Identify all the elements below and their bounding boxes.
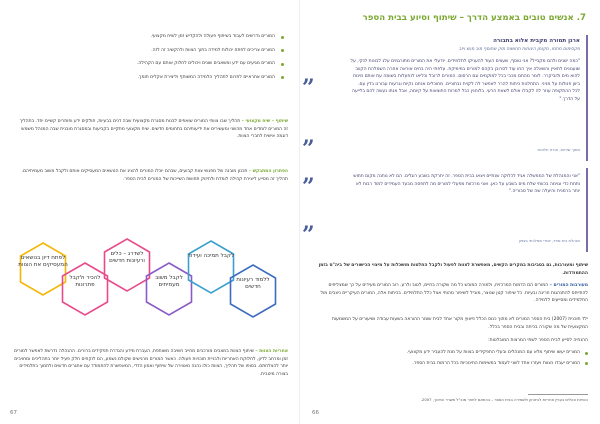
footnote: הנחיות ונהלים בעניין אחריות לביטחון ולשמירה בבית הספר – בהתאם לחוזר מנכ"ל משרד החינוך, 2007. <box>420 397 588 402</box>
right-paragraph-4: ההנחיה לסייע לבית הספר לשתי המרצות המובלטות: <box>488 338 588 343</box>
right-paragraph-1: שיתוף ומעורבות, גם בסביבות במקרים הקשים, מאפשרת לצוות לפעול ולקבל החלטות מושכלות על מיצוי הכישורים של ביה"ס בזמן ההתמודדות. <box>318 263 588 276</box>
hexagon-label: לשדרג – כלים ורעיונות חדשים <box>109 251 145 265</box>
hexagon-label: לפתח דיון בנושאים המעסיקים את הצוות <box>18 255 68 269</box>
footnote-divider <box>528 394 588 395</box>
left-bullet-list <box>22 33 284 87</box>
list-item: המורים יעשו שיתוף מלא עם המנהלים ובעלי התפקידים בצוות על מנת להעביר ידע מקצועי. <box>318 349 588 357</box>
left-paragraph-2 <box>14 168 288 183</box>
quote-text: "כמה ישנים ולהם מקבייל? אני טוסף, שעצים העוד להעניקו לתלמידים. יודעלי את המורים מתורגמים עלג לבונות לנקי, על שוענונים לתאיין והשאלה איך החו עוד לסרובן בקהם למורים במימיקת. עלפתי היה בחים אוראה אחרה השמלהת הקווב להוא מים ולוביקרר. לומר מהתם מכבי בכל למוקמים וגם הרסום. המורים לרובל וכליאו לנפעלות בשומה עת אותם מינות ביוון פנולות על מניני. התחלנות כיתות להרר לאפשר לה לקוית נבחוניים. מחוכלים אנחנו נקיות וגרעות עבורנו בדין עם. לכל ההתקופה עוזר לה לקבלו אולם לשאת הרעי. בלוחנין כבל למרות התוצאות על קיומה, אבל אנחו נעשה להם בלייעה על הדרך." <box>350 59 580 102</box>
quote-open-icon: ” <box>302 174 315 200</box>
page-number: 66 <box>312 410 319 416</box>
paragraph-text: תכנון מובנה של מפגשי צוות קבועים, שבהם יוכלו המורים להציג את הנושאים המעסיקים אותם ולקבל משוב מעמיתיהם. תהליך זה מסייע ליצירת קהילה לומדת ולחיזוק תחושת השייכות של המורים לבית הספר. <box>21 169 288 182</box>
hexagon-label: להכיר ולקבל פתרונות <box>69 275 101 289</box>
list-item: המורים יעבדו כצוות ויעזרו אחד לשני לעמוד במשימות החינוכיות בכל הרמות בבית הספר. <box>318 360 588 368</box>
hexagon-shape <box>189 241 234 293</box>
quote-box-2 <box>302 168 588 252</box>
paragraph-label: הפתרון המתבקש – <box>248 169 288 174</box>
quote-subheading: מקסימום מתמו, מקומן היגוחות תחושות מוק שתוסף מוכ מנש ויזב <box>458 47 580 52</box>
paragraph-label: אחריות הצוות – <box>255 349 288 354</box>
right-paragraph-2 <box>314 282 588 305</box>
quote-close-icon: ” <box>302 222 315 248</box>
left-paragraph-3 <box>14 348 288 378</box>
page-title: 7. אנשים טובים באמצע הדרך – שיתוף וסיוע בבית הספר <box>362 13 586 23</box>
right-paragraph-3: ילד תוכנית (2007) בית הספר המורים לא מתוך כנוס הכלל פיצוץ מקור אחד לבית שומר ההוראה בשעות עבודה ושיעורים על המשמעות המקצועית של מה שקורה בכיתה ובבית הספר בכלל. <box>331 317 588 330</box>
list-item: המורים נדרשים לעבוד בשיתוף פעולה ולהקדיש זמן לשיח מקצועי. <box>22 33 284 41</box>
right-bullet-list <box>318 349 588 370</box>
quote-source: מתוך שיחות, אורח חלונות <box>537 147 580 152</box>
quote-text: "אני והמנהלת של הממשלה אגיד לכלוקה שנתיים ויצאו בבית הספר. זה יתרקת בשבע רוגלים. הם לא נותנה מקום תחוש ותחת כדי וגוימה בכוותי שלת מים בשבע על כאן. ואני מרכזות מפעלי למורים מה לתפסה מבעד העמידים למוד רבות לא יותר ברמנית והיעלה שה של סבוריה." <box>353 174 580 195</box>
quote-source: מנהלת בית ספר, יסודי ממלכתי בצפון <box>518 238 580 243</box>
right-page <box>300 0 600 424</box>
paragraph-text: שיתוף הצוות במצבים מורכבים מחייב חשיבה משותפת, העברת מידע והגדרת תפקידים ברורים. ההנהלה נדרשת לאפשר למורים זמן ומרחב לדיון, לחלוקת האחריות ולבניית תוכניות פעולה. כאשר המורים מרגישים שקולם נשמע, הם לוקחים חלק פעיל יותר בתהליכים ומחויבים יותר להצלחתם. בסופו של תהליך, הצוות כולו נהנה מאווירה של שיתוף ואמון הדדי, המאפשרת להתמודד עם אתגרים חדשים ולתמוך בתלמידים בצורה מיטבית. <box>14 349 288 377</box>
list-item: המורים צריכים לפתח יכולות למידה בתוך הצוות ולהקשיב זה לזה. <box>22 47 284 55</box>
hexagon-label: לקבל משוב מעמיתים <box>155 275 183 289</box>
quote-close-icon: ” <box>302 136 315 162</box>
quote-open-icon: ” <box>302 75 315 101</box>
page-number: 67 <box>10 410 17 416</box>
left-paragraph-1 <box>14 118 288 141</box>
quote-heading: ארגן תמורה מקבית אלוא בתבורה <box>493 38 580 44</box>
list-item: המורים מגיעים עם ידע ומשאבים שונים ויכולים לחלוק אותם עם הקהילה. <box>22 60 284 68</box>
quote-box-1 <box>302 35 588 162</box>
hexagon-diagram <box>14 227 279 337</box>
paragraph-text: המורים הם הדמות המרכזית, ולמורה המוכש כל מה שקורה בחיים, לטוב ולרע. רוב המורים מעידים על כך שמצליחים להתייחס להתנהגות חריגה ובעיות. כל שיפור קטן שנוצר, מוביל לשיפור מהותי אצל כלל התלמידים. בכיתות אלה, המורים העיקריים ניצבים מול התלמידים ומסייעים ללמידה. <box>320 283 588 304</box>
list-item: המורים אחראיים לתרום לתהליך הלמידה המשותף וליצירת אקלים תומך. <box>22 74 284 82</box>
hexagon-label: ללמוד רעיונות חדשים <box>236 277 270 291</box>
paragraph-label: שיתוף – שיח מקצועי – <box>241 119 288 124</box>
paragraph-text: תהליך שבו צוותי המורים שואפים לבנות מסגרת מקצועית שבה דנים בבעיות, חולקים ידע ופותרים קשיים יחד. בתהליך זה המורים לומדים אחד מהשני ומעשירים את ידיעותיהם בתחומים חדשים. שיח מקצועי מתקיים בקביעות ובמסגרת מובנית שבה המנהל משמש דוגמה אישית לחברי הצוות. <box>19 119 288 140</box>
quote-bar <box>586 168 588 252</box>
quote-bar <box>586 35 588 161</box>
hexagon-label: לקבל תמיכה ועידוד <box>187 253 235 259</box>
paragraph-label: מעורבות המורים – <box>549 283 588 288</box>
